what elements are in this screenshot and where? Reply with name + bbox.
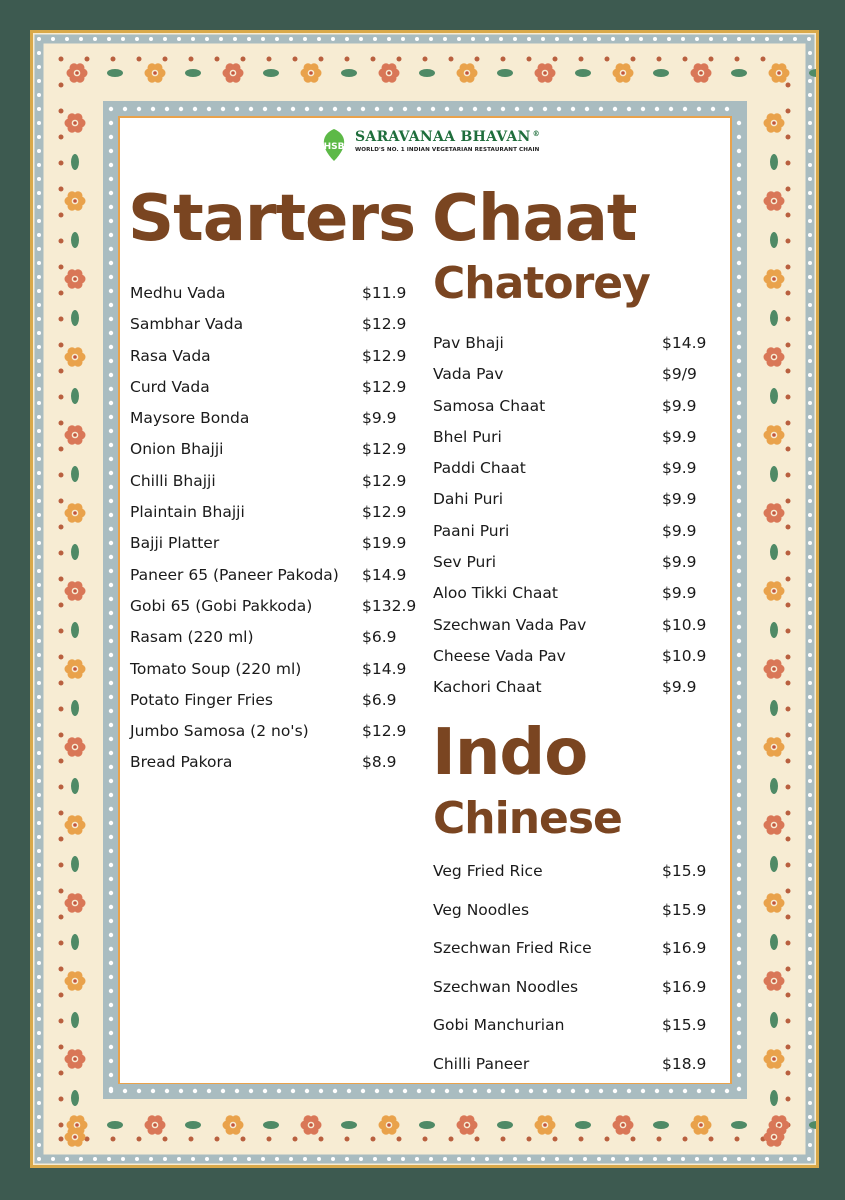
menu-item-name: Plaintain Bhajji xyxy=(130,503,245,522)
chaat-heading-line2: Chatorey xyxy=(433,258,650,309)
menu-item xyxy=(433,1016,713,1055)
menu-item-price: $15.9 xyxy=(662,1016,707,1034)
menu-item-name: Pav Bhaji xyxy=(433,334,504,352)
menu-item xyxy=(433,522,713,553)
menu-item-name: Vada Pav xyxy=(433,365,504,384)
menu-item-name: Curd Vada xyxy=(130,377,210,396)
menu-item-price: $9.9 xyxy=(662,584,697,603)
menu-item-name: Maysore Bonda xyxy=(130,409,250,428)
menu-item-price: $12.9 xyxy=(362,315,407,334)
menu-item-price: $9.9 xyxy=(662,427,697,446)
hsb-leaf-logo-icon xyxy=(318,128,350,162)
menu-item-price: $6.9 xyxy=(362,628,397,647)
menu-item-price: $15.9 xyxy=(662,862,707,880)
menu-item-name: Bajji Platter xyxy=(130,534,220,553)
menu-item xyxy=(433,862,713,901)
menu-item xyxy=(130,284,420,315)
menu-item-price: $12.9 xyxy=(362,722,407,741)
menu-item-name: Szechwan Noodles xyxy=(433,977,579,996)
menu-item xyxy=(433,428,713,459)
menu-item-name: Szechwan Fried Rice xyxy=(433,939,592,957)
menu-item-price: $16.9 xyxy=(662,977,707,996)
menu-item-price: $12.9 xyxy=(362,346,407,365)
menu-item-price: $9.9 xyxy=(662,396,697,415)
menu-item-price: $10.9 xyxy=(662,646,707,665)
menu-item-price: $8.9 xyxy=(362,753,397,772)
menu-item-name: Bread Pakora xyxy=(130,753,233,772)
menu-item-price: $11.9 xyxy=(362,284,407,302)
menu-item-price: $9.9 xyxy=(662,490,697,509)
menu-item-name: Medhu Vada xyxy=(130,284,226,302)
menu-item xyxy=(433,901,713,940)
menu-item-name: Szechwan Vada Pav xyxy=(433,615,587,634)
menu-item xyxy=(130,472,420,503)
menu-item-name: Rasa Vada xyxy=(130,346,211,365)
menu-item-price: $14.9 xyxy=(662,334,707,352)
menu-item-name: Kachori Chaat xyxy=(433,678,542,697)
menu-item-name: Paani Puri xyxy=(433,521,510,540)
brand-name: SARAVANAA BHAVAN xyxy=(355,129,531,145)
menu-item-name: Jumbo Samosa (2 no's) xyxy=(130,722,309,741)
chaat-heading-line1: Chaat xyxy=(432,182,637,256)
menu-item xyxy=(433,490,713,521)
menu-item-price: $9/9 xyxy=(662,365,697,384)
menu-item xyxy=(433,1055,713,1094)
menu-item-name: Sambhar Vada xyxy=(130,315,244,334)
menu-item xyxy=(433,459,713,490)
menu-item-price: $12.9 xyxy=(362,503,407,522)
menu-item xyxy=(130,660,420,691)
logo-letters: HSB xyxy=(323,142,345,152)
menu-item xyxy=(433,334,713,365)
chaat-list xyxy=(433,334,713,710)
menu-item xyxy=(433,647,713,678)
menu-item-name: Tomato Soup (220 ml) xyxy=(130,659,302,678)
menu-item-price: $14.9 xyxy=(362,565,407,584)
menu-item xyxy=(130,753,420,784)
menu-item xyxy=(130,566,420,597)
menu-item-price: $12.9 xyxy=(362,471,407,490)
menu-item-name: Paddi Chaat xyxy=(433,459,526,478)
brand-tagline: WORLD'S NO. 1 INDIAN VEGETARIAN RESTAURANT CHAIN xyxy=(355,147,540,153)
menu-item-name: Chilli Paneer xyxy=(433,1054,530,1073)
menu-item-price: $12.9 xyxy=(362,377,407,396)
menu-item xyxy=(130,440,420,471)
menu-item-price: $9.9 xyxy=(362,409,397,428)
menu-item-price: $14.9 xyxy=(362,659,407,678)
menu-item-name: Potato Finger Fries xyxy=(130,690,274,709)
menu-item xyxy=(130,691,420,722)
indo-heading-line2: Chinese xyxy=(433,793,622,844)
menu-item-price: $9.9 xyxy=(662,678,697,697)
menu-item-price: $132.9 xyxy=(362,596,417,615)
menu-item-name: Samosa Chaat xyxy=(433,396,546,415)
menu-item-price: $18.9 xyxy=(662,1054,707,1073)
menu-item xyxy=(130,597,420,628)
menu-item xyxy=(433,678,713,709)
menu-item-name: Onion Bhajji xyxy=(130,440,224,459)
menu-item xyxy=(130,409,420,440)
menu-item-name: Gobi 65 (Gobi Pakkoda) xyxy=(130,596,313,615)
menu-item-name: Aloo Tikki Chaat xyxy=(433,584,559,603)
menu-item xyxy=(130,534,420,565)
menu-item-name: Sev Puri xyxy=(433,553,497,572)
menu-item-name: Paneer 65 (Paneer Pakoda) xyxy=(130,565,339,584)
indo-chinese-list xyxy=(433,862,713,1093)
starters-heading: Starters xyxy=(128,182,416,256)
indo-heading-line1: Indo xyxy=(432,716,588,790)
menu-item-price: $19.9 xyxy=(362,534,407,553)
menu-item-name: Gobi Manchurian xyxy=(433,1016,565,1034)
menu-item-price: $16.9 xyxy=(662,939,707,957)
starters-list xyxy=(130,284,420,785)
menu-item-price: $10.9 xyxy=(662,615,707,634)
menu-item xyxy=(130,503,420,534)
brand-logo xyxy=(318,126,540,166)
menu-item xyxy=(433,616,713,647)
menu-item xyxy=(130,628,420,659)
menu-item-name: Cheese Vada Pav xyxy=(433,646,566,665)
menu-item-price: $9.9 xyxy=(662,521,697,540)
menu-item xyxy=(130,722,420,753)
menu-item xyxy=(433,397,713,428)
registered-mark: ® xyxy=(532,129,540,138)
menu-item xyxy=(130,378,420,409)
menu-item-price: $6.9 xyxy=(362,690,397,709)
menu-item xyxy=(433,553,713,584)
menu-item-name: Veg Noodles xyxy=(433,900,530,919)
menu-item-price: $15.9 xyxy=(662,900,707,919)
menu-item-name: Rasam (220 ml) xyxy=(130,628,254,647)
menu-item-name: Chilli Bhajji xyxy=(130,471,216,490)
menu-item-price: $9.9 xyxy=(662,553,697,572)
menu-item-name: Bhel Puri xyxy=(433,427,502,446)
menu-item xyxy=(130,347,420,378)
menu-item xyxy=(433,939,713,978)
menu-item xyxy=(433,978,713,1017)
menu-item-price: $9.9 xyxy=(662,459,697,478)
menu-item-name: Veg Fried Rice xyxy=(433,862,543,880)
menu-item xyxy=(433,365,713,396)
menu-item xyxy=(130,315,420,346)
menu-item-name: Dahi Puri xyxy=(433,490,504,509)
menu-item xyxy=(433,584,713,615)
menu-item-price: $12.9 xyxy=(362,440,407,459)
